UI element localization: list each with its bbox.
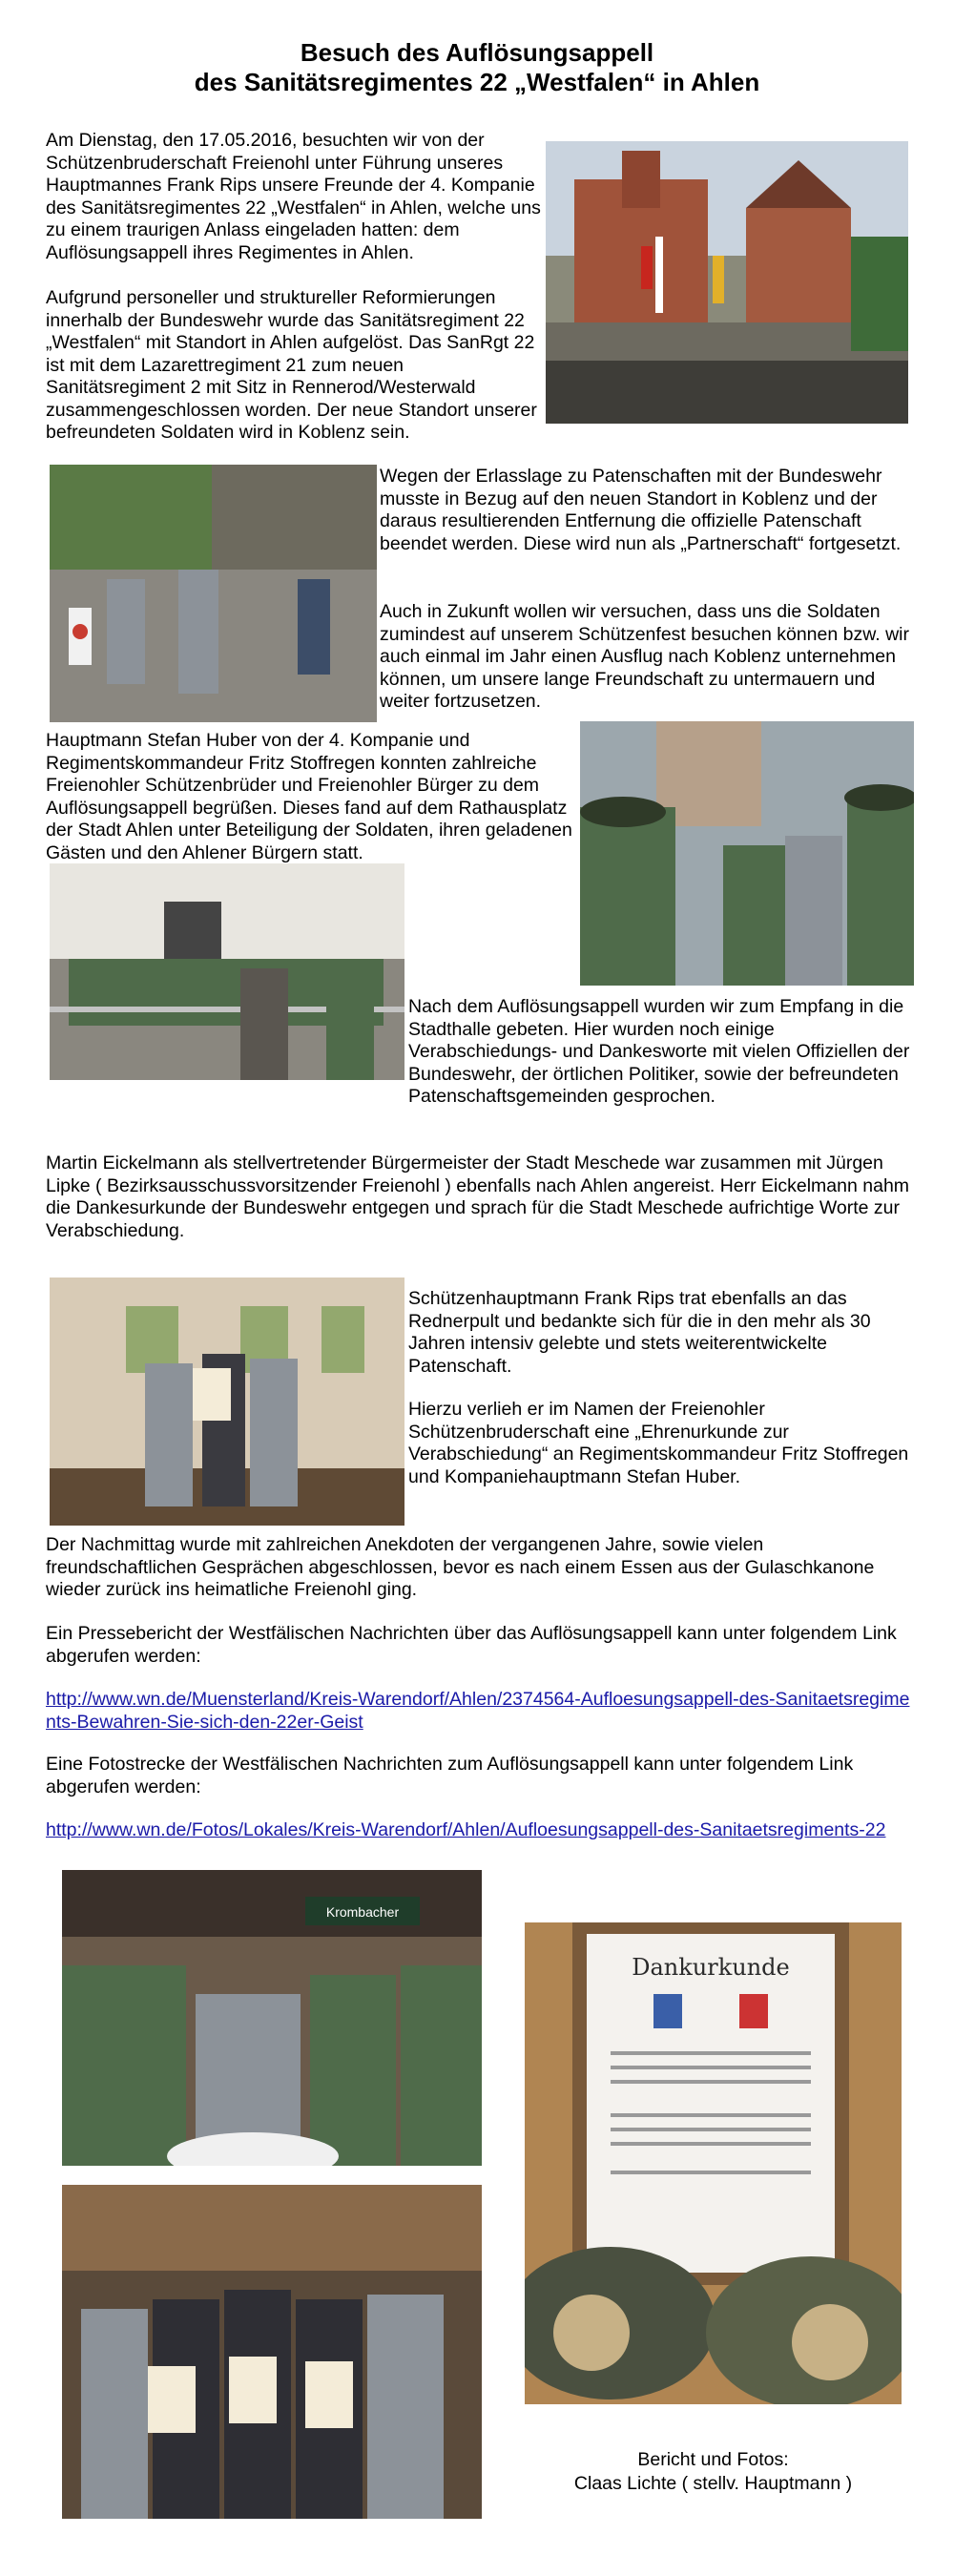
honor-certificate-paragraph: Hierzu verlieh er im Namen der Freienohler Schützenbruderschaft eine „Ehrenurkunde zur Verabschiedung“ an Regimentskommandeur Fritz Stoffregen und Kompaniehauptmann Stefan Huber. [408, 1399, 909, 1487]
title-line-1: Besuch des Auflösungsappell [300, 38, 654, 67]
photo-gallery-link[interactable]: http://www.wn.de/Fotos/Lokales/Kreis-Warendorf/Ahlen/Aufloesungsappell-des-Sanitaetsregiments-22 [46, 1819, 886, 1840]
certificates-group-photo [62, 2185, 482, 2519]
photo-credit-line-1: Bericht und Fotos: [637, 2449, 789, 2470]
krombacher-sign: Krombacher [325, 1904, 400, 1920]
future-paragraph: Auch in Zukunft wollen wir versuchen, dass uns die Soldaten zumindest auf unserem Schützenfest besuchen können bzw. wir auch einmal im Jahr einen Ausflug nach Koblenz unternehmen können, um unsere lange Freundschaft zu untermauern und weiter fortzusetzen. [380, 601, 909, 712]
photo-credit [525, 2448, 902, 2496]
intro-paragraph: Am Dienstag, den 17.05.2016, besuchten wir von der Schützenbruderschaft Freienohl unter Führung unseres Hauptmannes Frank Rips unsere Freunde der 4. Kompanie des Sanitätsregimentes 22 „Westfalen“ in Ahlen, welche uns zu einem traurigen Anlass eingeladen hatten: dem Auflösungsappell ihres Regimentes in Ahlen. [46, 130, 541, 263]
town-hall-photo [546, 141, 908, 424]
dankurkunde-heading: Dankurkunde [632, 1954, 790, 1981]
page-title [0, 38, 954, 97]
rips-paragraph: Schützenhauptmann Frank Rips trat ebenfalls an das Rednerpult und bedankte sich für die in den mehr als 30 Jahren intensiv gelebte und stets weiterentwickelte Patenschaft. [408, 1288, 871, 1377]
certificate-presentation-photo [50, 1278, 404, 1526]
hall-gathering-photo [62, 1870, 482, 2166]
welcome-paragraph: Hauptmann Stefan Huber von der 4. Kompanie und Regimentskommandeur Fritz Stoffregen konnten zahlreiche Freienohler Schützenbrüder und Freienohler Bürger zu dem Auflösungsappell begrüßen. Dieses fand auf dem Rathausplatz der Stadt Ahlen unter Beteiligung der Soldaten, ihren geladenen Gästen und den Ahlener Bürgern statt. [46, 730, 572, 863]
partnership-paragraph: Wegen der Erlasslage zu Patenschaften mit der Bundeswehr musste in Bezug auf den neuen Standort in Koblenz und der daraus resultierenden Entfernung die offizielle Patenschaft beendet werden. Diese wird nun als „Partnerschaft“ fortgesetzt. [380, 466, 902, 554]
dankurkunde-photo [525, 1922, 902, 2404]
title-line-2: des Sanitätsregimentes 22 „Westfalen“ in Ahlen [194, 68, 760, 96]
photo-gallery-paragraph: Eine Fotostrecke der Westfälischen Nachrichten zum Auflösungsappell kann unter folgendem Link abgerufen werden: [46, 1754, 854, 1797]
eickelmann-paragraph: Martin Eickelmann als stellvertretender Bürgermeister der Stadt Meschede war zusammen mit Jürgen Lipke ( Bezirksausschussvorsitzender Freienohl ) ebenfalls nach Ahlen angereist. Herr Eickelmann nahm die Dankesurkunde der Bundeswehr entgegen und sprach für die Stadt Meschede aufrichtige Worte zur Verabschiedung. [46, 1153, 910, 1241]
reception-paragraph: Nach dem Auflösungsappell wurden wir zum Empfang in die Stadthalle gebeten. Hier wurden noch einige Verabschiedungs- und Dankesworte mit vielen Offiziellen der Bundeswehr, der örtlichen Politiker, sowie der befreundeten Patenschaftsgemeinden gesprochen. [408, 996, 910, 1107]
press-report-paragraph: Ein Pressebericht der Westfälischen Nachrichten über das Auflösungsappell kann unter folgendem Link abgerufen werden: [46, 1623, 897, 1667]
photo-credit-line-2: Claas Lichte ( stellv. Hauptmann ) [573, 2473, 853, 2494]
officers-photo [580, 721, 914, 986]
press-report-link[interactable]: http://www.wn.de/Muensterland/Kreis-Warendorf/Ahlen/2374564-Aufloesungsappell-des-Sanitaetsregiments-Bewahren-Sie-sich-den-22er-Geist [46, 1689, 910, 1733]
march-photo [50, 465, 377, 722]
parade-crowd-photo [50, 863, 404, 1080]
reform-paragraph: Aufgrund personeller und struktureller Reformierungen innerhalb der Bundeswehr wurde das Sanitätsregiment 22 „Westfalen“ mit Standort in Ahlen aufgelöst. Das SanRgt 22 ist mit dem Lazarettregiment 21 zum neuen Sanitätsregiment 2 mit Sitz in Rennerod/Westerwald zusammengeschlossen worden. Der neue Standort unserer befreundeten Soldaten wird in Koblenz sein. [46, 287, 537, 443]
afternoon-paragraph: Der Nachmittag wurde mit zahlreichen Anekdoten der vergangenen Jahre, sowie vielen freundschaftlichen Gesprächen abgeschlossen, bevor es nach einem Essen aus der Gulaschkanone wieder zurück ins heimatliche Freienohl ging. [46, 1534, 875, 1600]
